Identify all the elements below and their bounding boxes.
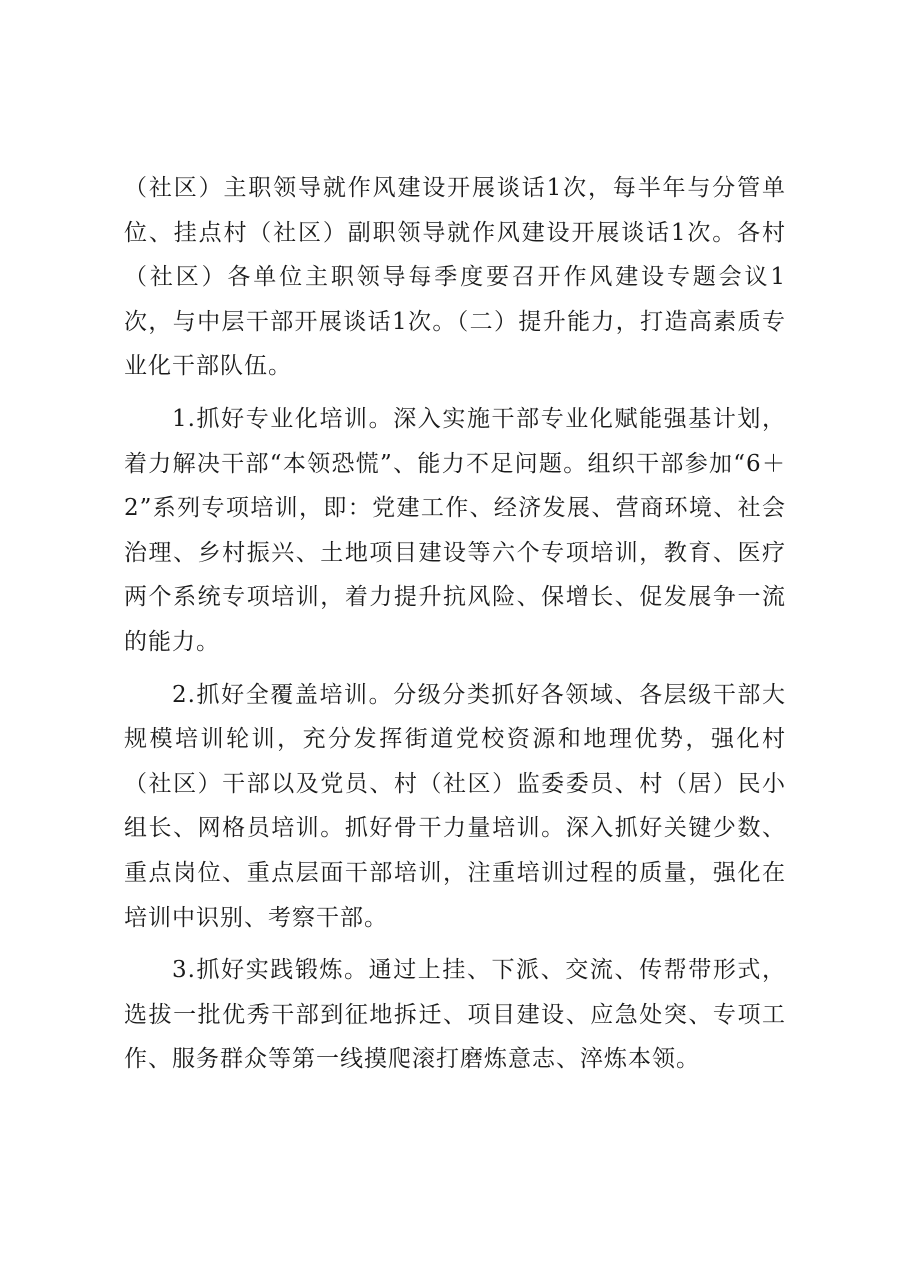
document-body: [124, 166, 786, 1082]
paragraph-specialized-training: 1.抓好专业化培训。深入实施干部专业化赋能强基计划，着力解决干部“本领恐慌”、能力不足问题。组织干部参加“6＋2”系列专项培训，即：党建工作、经济发展、营商环境、社会治理、乡村振兴、土地项目建设等六个专项培训，教育、医疗两个系统专项培训，着力提升抗风险、保增长、促发展争一流的能力。: [124, 405, 786, 655]
paragraph-continuation: （社区）主职领导就作风建设开展谈话1次，每半年与分管单位、挂点村（社区）副职领导就作风建设开展谈话1次。各村（社区）各单位主职领导每季度要召开作风建设专题会议1次，与中层干部开展谈话1次。（二）提升能力，打造高素质专业化干部队伍。: [124, 175, 786, 380]
paragraph-practical-training: 3.抓好实践锻炼。通过上挂、下派、交流、传帮带形式，选拔一批优秀干部到征地拆迁、项目建设、应急处突、专项工作、服务群众等第一线摸爬滚打磨炼意志、淬炼本领。: [124, 957, 786, 1073]
paragraph-full-coverage-training: 2.抓好全覆盖培训。分级分类抓好各领域、各层级干部大规模培训轮训，充分发挥街道党校资源和地理优势，强化村（社区）干部以及党员、村（社区）监委委员、村（居）民小组长、网格员培训。抓好骨干力量培训。深入抓好关键少数、重点岗位、重点层面干部培训，注重培训过程的质量，强化在培训中识别、考察干部。: [124, 681, 786, 931]
